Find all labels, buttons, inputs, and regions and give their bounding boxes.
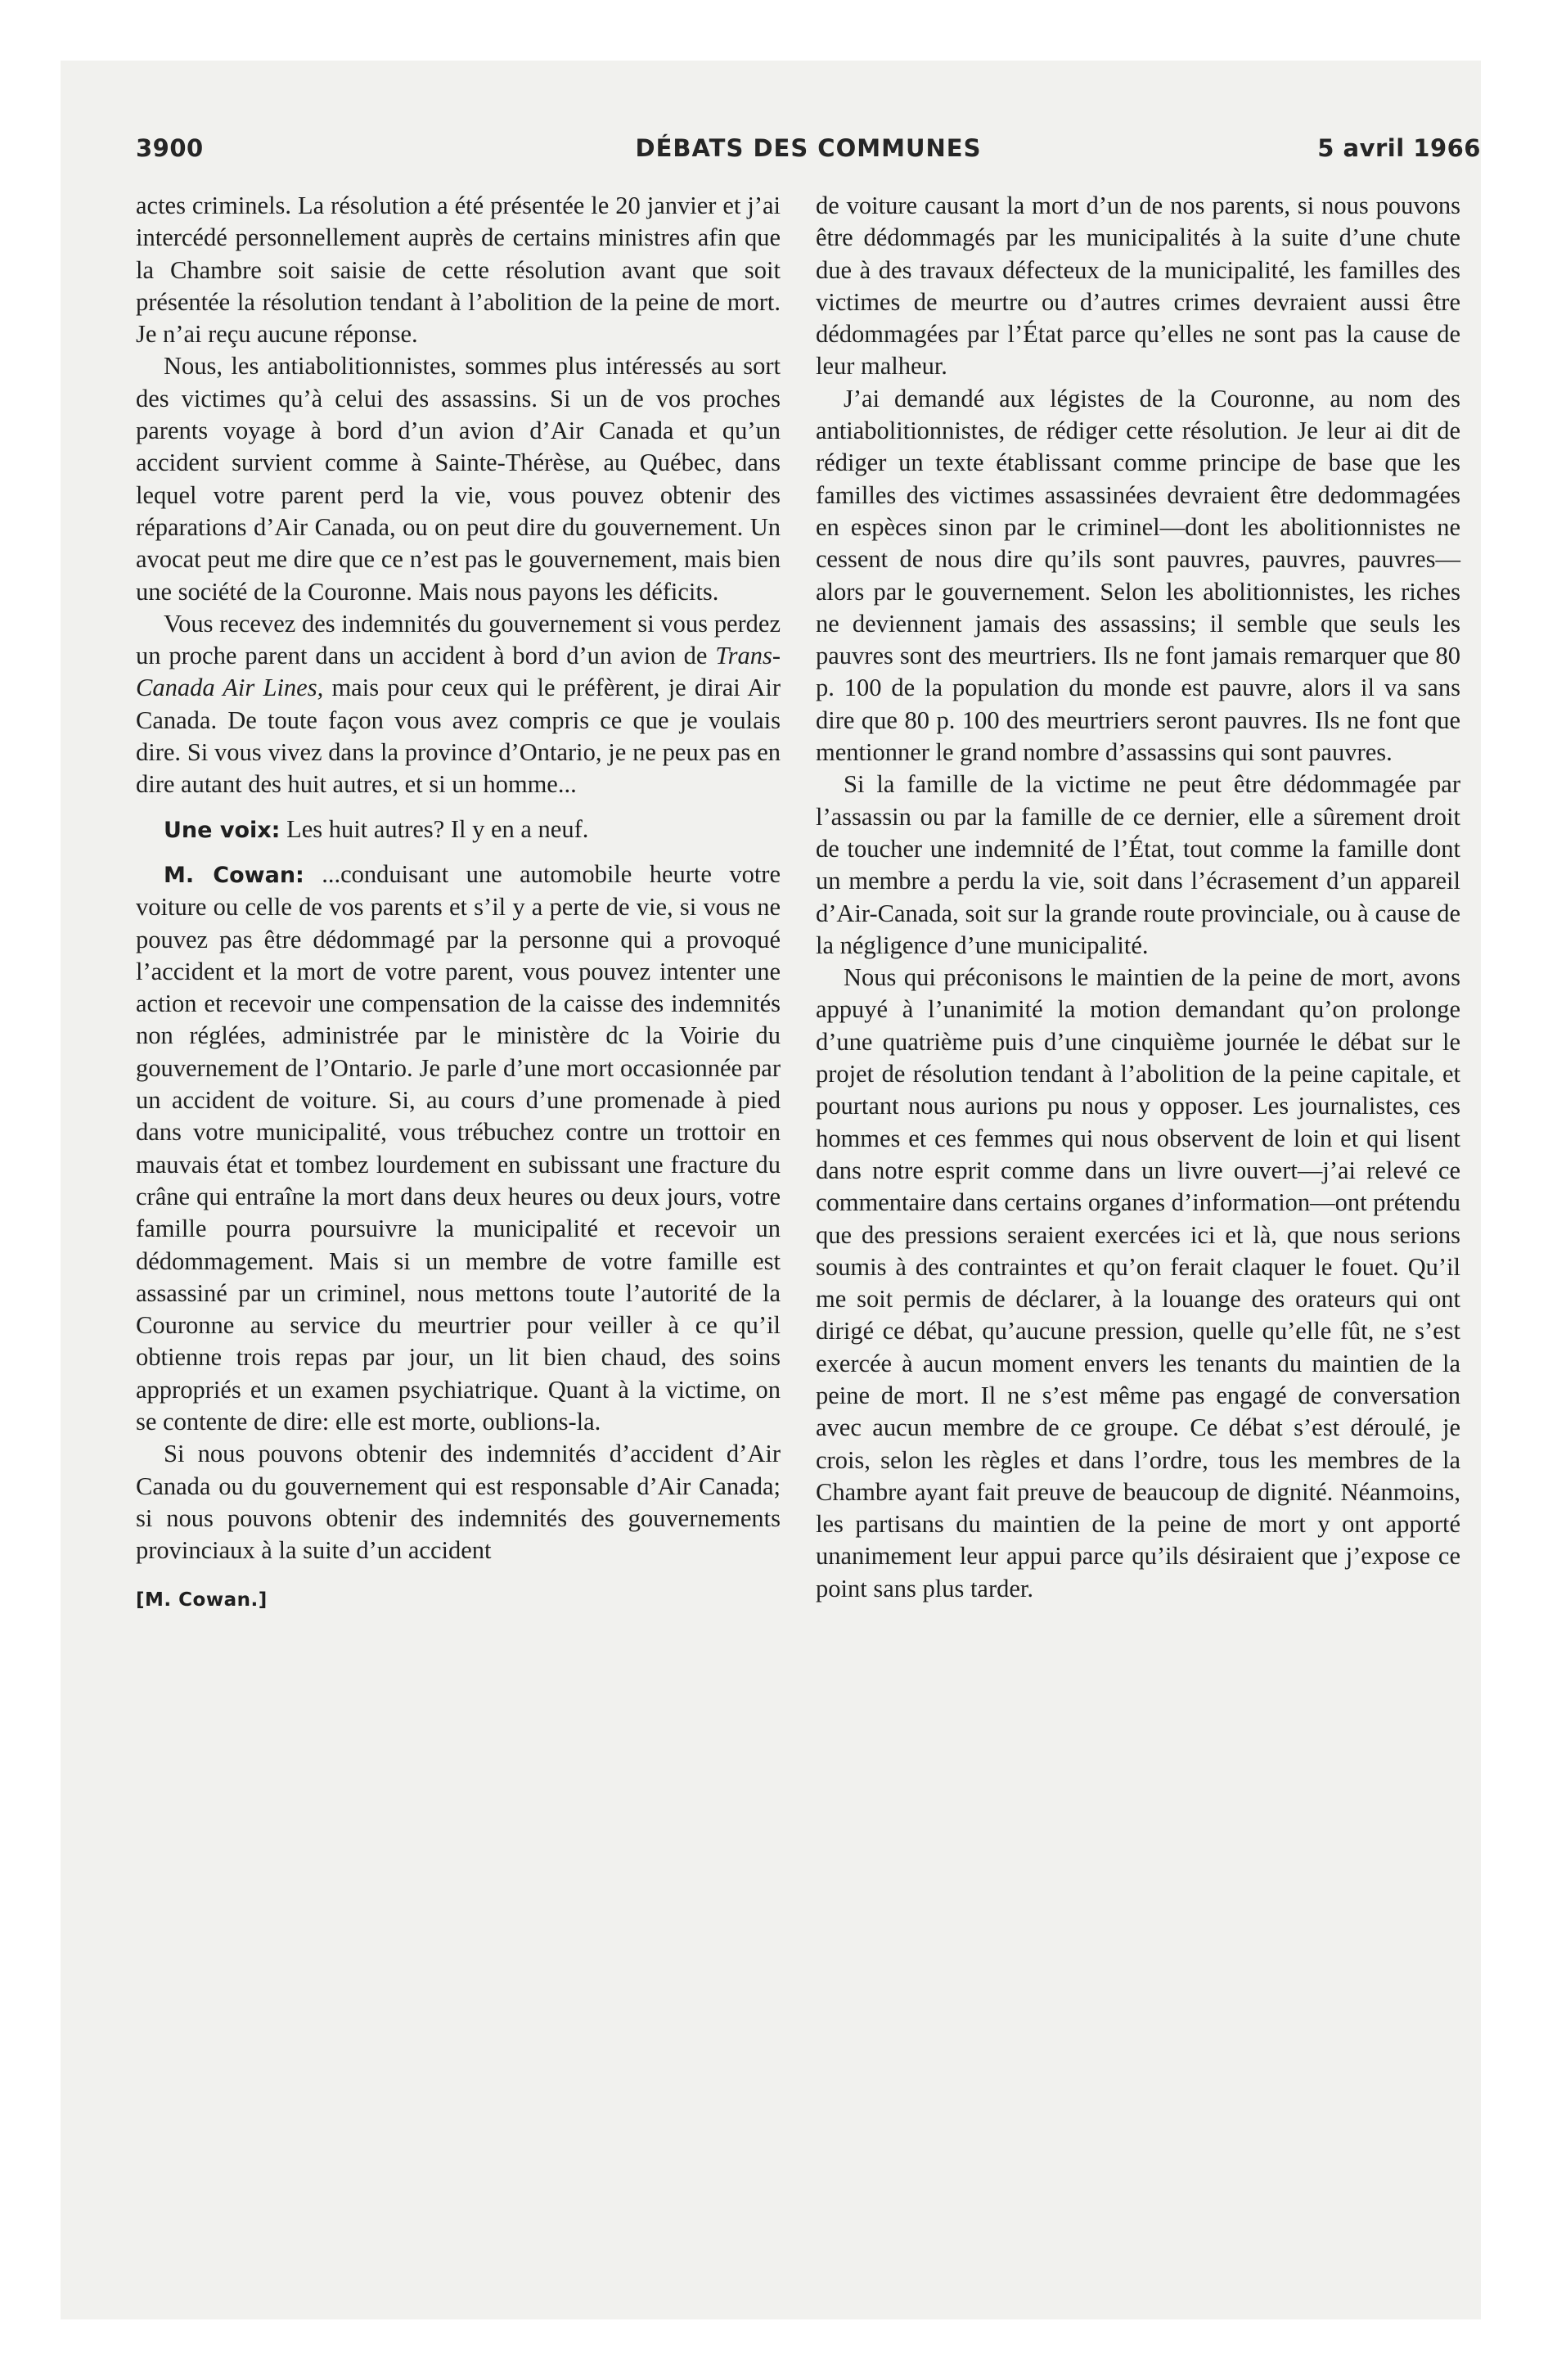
page-number: 3900 [136, 134, 204, 162]
paragraph: Si nous pouvons obtenir des indemnités d’accident d’Air Canada ou du gouvernement qui est responsable d’Air Canada; si nous pouvons obtenir des indemnités des gouvernements provinciaux à la suite d’un accident [136, 1440, 781, 1565]
publication-title: DÉBATS DES COMMUNES [635, 134, 982, 162]
right-column [816, 190, 1460, 1605]
italic-text: Trans-Canada Air Lines, [136, 642, 781, 702]
running-header [136, 134, 1481, 172]
paragraph: de voiture causant la mort d’un de nos parents, si nous pouvons être dédommagés par les municipalités à la suite d’une chute due à des travaux défecteux de la municipalité, les familles des victimes de meurtre ou d’autres crimes devraient aussi être dédommagées par l’État parce qu’elles ne sont pas la cause de leur malheur. [816, 192, 1460, 381]
paragraph: Nous qui préconisons le maintien de la peine de mort, avons appuyé à l’unanimité la motion demandant qu’on prolonge d’une quatrième puis d’une cinquième journée le débat sur le projet de résolution tendant à l’abolition de la peine capitale, et pourtant nous aurions pu nous y opposer. Les journalistes, ces hommes et ces femmes qui nous observent de loin et qui lisent dans notre esprit comme dans un livre ouvert—j’ai relevé ce commentaire dans certains organes d’information—ont prétendu que des pressions seraient exercées ici et là, que nous serions soumis à des contraintes et qu’on ferait claquer le fouet. Qu’il me soit permis de déclarer, à la louange des orateurs qui ont dirigé ce débat, qu’aucune pression, quelle qu’elle fût, ne s’est exercée à aucun moment envers les tenants du maintien de la peine de mort. Il ne s’est même pas engagé de conversation avec aucun membre de ce groupe. Ce débat s’est déroulé, je crois, selon les règles et dans l’ordre, tous les membres de la Chambre ayant fait preuve de beaucoup de dignité. Néanmoins, les partisans du maintien de la peine de mort y ont apporté unanimement leur appui parce qu’ils désiraient que j’expose ce point sans plus tarder. [816, 963, 1460, 1602]
document-page [136, 134, 1481, 1611]
paragraph: actes criminels. La résolution a été présentée le 20 janvier et j’ai intercédé personnellement auprès de certains ministres afin que la Chambre soit saisie de cette résolution avant que soit présentée la résolution tendant à l’abolition de la peine de mort. Je n’ai reçu aucune réponse. [136, 192, 781, 349]
speech-text: Les huit autres? Il y en a neuf. [280, 814, 589, 843]
speech-paragraph [136, 814, 781, 846]
speaker-name: M. Cowan: [164, 862, 304, 888]
paragraph: Nous, les antiabolitionnistes, sommes plus intéressés au sort des victimes qu’à celui des assassins. Si un de vos proches parents voyage à bord d’un avion d’Air Canada et qu’un accident survient comme à Sainte-Thérèse, au Québec, dans lequel votre parent perd la vie, vous pouvez obtenir des réparations d’Air Canada, ou on peut dire du gouvernement. Un avocat peut me dire que ce n’est pas le gouvernement, mais bien une société de la Couronne. Mais nous payons les déficits. [136, 352, 781, 606]
speaker-name: Une voix: [164, 817, 281, 843]
text-run: mais pour ceux qui le préfèrent, je dirai Air Canada. De toute façon vous avez compris ce que je voulais dire. Si vous vivez dans la province d’Ontario, je ne peux pas en dire autant des huit autres, et si un homme... [136, 674, 781, 799]
paragraph: J’ai demandé aux légistes de la Couronne, au nom des antiabolitionnistes, de rédiger cette résolution. Je leur ai dit de rédiger un texte établissant comme principe de base que les familles des victimes assassinées devraient être dedommagées en espèces sinon par le criminel—dont les abolitionnistes ne cessent de nous dire qu’ils sont pauvres, pauvres, pauvres—alors par le gouvernement. Selon les abolitionnistes, les riches ne deviennent jamais des assassins; il semble que seuls les pauvres sont des meurtriers. Ils ne font jamais remarquer que 80 p. 100 de la population du monde est pauvre, alors il va sans dire que 80 p. 100 des meurtriers seront pauvres. Ils ne font que mentionner le grand nombre d’assassins qui sont pauvres. [816, 384, 1460, 767]
left-column [136, 190, 781, 1617]
text-run: Vous recevez des indemnités du gouvernement si vous perdez un proche parent dans un accident à bord d’un avion de [136, 609, 781, 670]
paragraph [136, 608, 781, 801]
issue-date: 5 avril 1966 [1317, 134, 1481, 162]
speech-text: ...conduisant une automobile heurte votre voiture ou celle de vos parents et s’il y a perte de vie, si vous ne pouvez pas être dédommagé par la personne qui a provoqué l’accident et la mort de votre parent, vous pouvez intenter une action et recevoir une compensation de la caisse des indemnités non réglées, administrée par le ministère dc la Voirie du gouvernement de l’Ontario. Je parle d’une mort occasionnée par un accident de voiture. Si, au cours d’une promenade à pied dans votre municipalité, vous trébuchez contre un trottoir en mauvais état et tombez lourdement en subissant une fracture du crâne qui entraîne la mort dans deux heures ou deux jours, votre famille pourra poursuivre la municipalité et recevoir un dédommagement. Mais si un membre de votre famille est assassiné par un criminel, nous mettons toute l’autorité de la Couronne au service du meurtrier pour veiller à ce qu’il obtienne trois repas par jour, un lit bien chaud, des soins appropriés et un examen psychiatrique. Quant à la victime, on se contente de dire: elle est morte, oublions-la. [136, 859, 781, 1436]
paragraph: Si la famille de la victime ne peut être dédommagée par l’assassin ou par la famille de ce dernier, elle a sûrement droit de toucher une indemnité de l’État, tout comme la famille dont un membre a perdu la vie, soit dans l’écrasement d’un appareil d’Air-Canada, soit sur la grande route provinciale, ou à cause de la négligence d’une municipalité. [816, 770, 1460, 959]
speaker-footer: [M. Cowan.] [136, 1589, 268, 1611]
speech-paragraph [136, 859, 781, 1438]
